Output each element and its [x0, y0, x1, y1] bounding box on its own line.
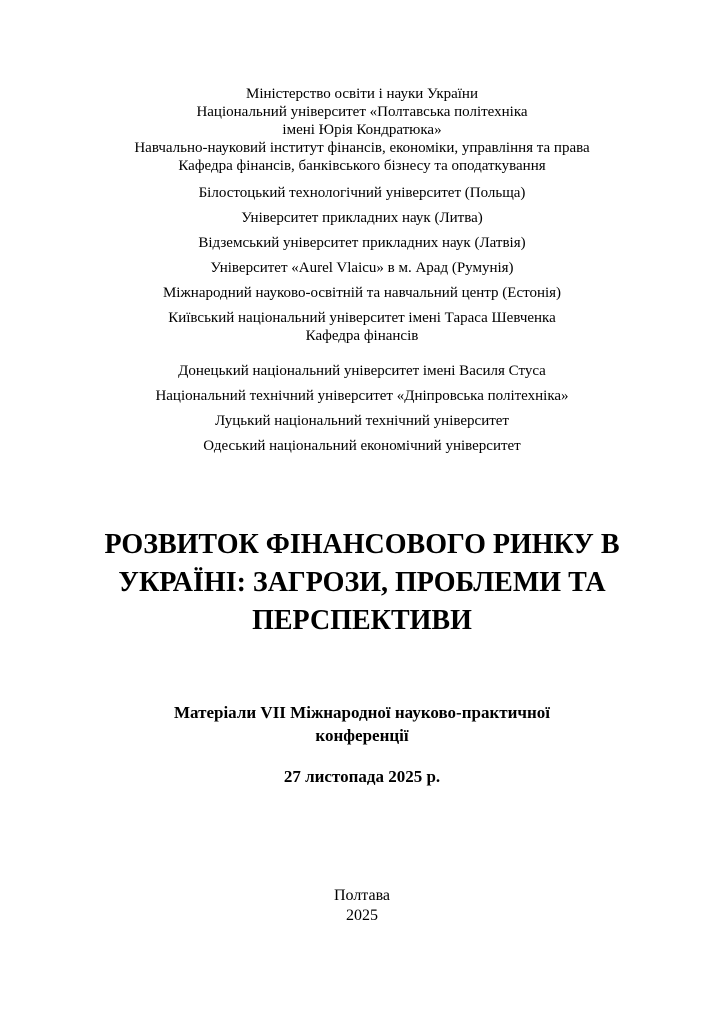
host-university-line-1: Національний університет «Полтавська політехніка	[196, 104, 528, 120]
conference-title: РОЗВИТОК ФІНАНСОВОГО РИНКУ В УКРАЇНІ: ЗАГРОЗИ, ПРОБЛЕМИ ТА ПЕРСПЕКТИВИ	[104, 529, 620, 636]
conference-date: 27 листопада 2025 р.	[283, 767, 441, 786]
org-lutsk: Луцький національний технічний університет	[214, 413, 509, 429]
org-bialystok: Білостоцький технологічний університет (Польща)	[198, 185, 526, 201]
org-latvia: Відземський університет прикладних наук (Латвія)	[198, 235, 526, 251]
org-kyiv-department: Кафедра фінансів	[305, 328, 419, 344]
org-odesa: Одеський національний економічний університет	[203, 438, 521, 454]
org-romania: Університет «Aurel Vlaicu» в м. Арад (Румунія)	[210, 260, 514, 276]
institute-line: Навчально-науковий інститут фінансів, економіки, управління та права	[134, 140, 590, 156]
org-kyiv	[0, 309, 724, 345]
publication-city: Полтава	[333, 887, 391, 904]
org-lithuania: Університет прикладних наук (Литва)	[241, 210, 483, 226]
imprint	[0, 886, 724, 926]
department-line: Кафедра фінансів, банківського бізнесу та оподаткування	[178, 158, 546, 174]
conference-subtitle: Матеріали VII Міжнародної науково-практичної конференції	[174, 703, 550, 745]
publication-year: 2025	[346, 907, 378, 924]
org-donetsk: Донецький національний університет імені Василя Стуса	[178, 363, 546, 379]
ministry-line: Міністерство освіти і науки України	[245, 86, 478, 102]
org-estonia: Міжнародний науково-освітній та навчальний центр (Естонія)	[162, 285, 562, 301]
institution-header	[0, 0, 724, 175]
host-university-line-2: імені Юрія Кондратюка»	[282, 122, 442, 138]
org-dnipro: Національний технічний університет «Дніпровська політехніка»	[155, 388, 569, 404]
partner-organizations	[0, 184, 724, 455]
org-kyiv-university: Київський національний університет імені Тараса Шевченка	[168, 310, 556, 326]
